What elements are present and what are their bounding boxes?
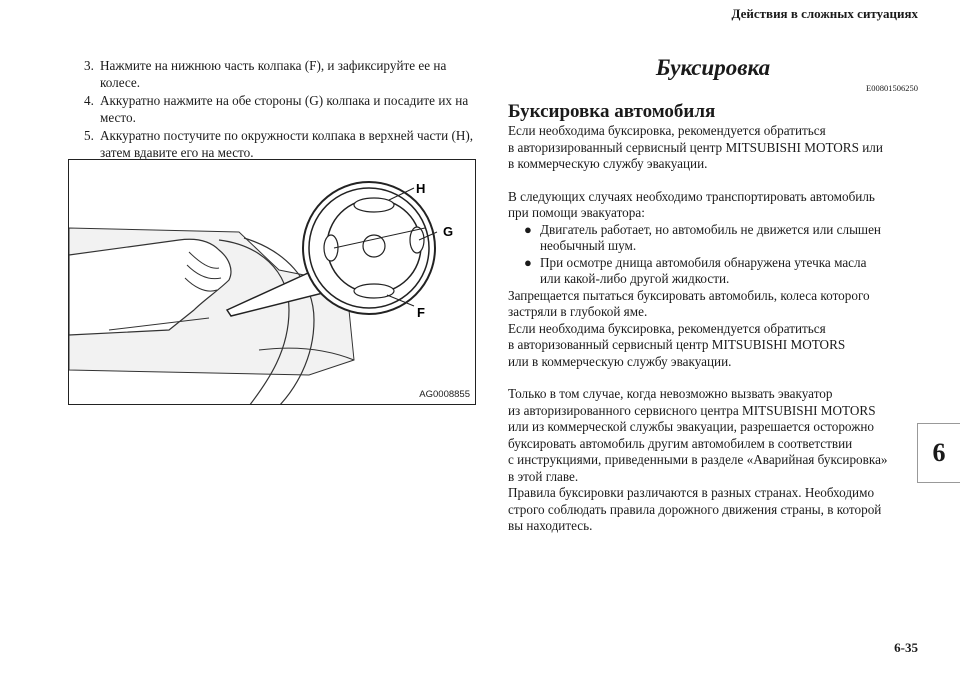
bullet-text: При осмотре днища автомобиля обнаружена утечка масла или какой-либо другой жидкости. (540, 254, 867, 286)
running-header: Действия в сложных ситуациях (731, 6, 918, 21)
wheel-cap-figure (68, 159, 476, 405)
step-number: 5. (84, 128, 94, 143)
label-f: F (417, 305, 425, 320)
paragraph: В следующих случаях необходимо транспортировать автомобиль при помощи эвакуатора: (508, 188, 875, 220)
towing-section (508, 54, 918, 535)
bullet-item (508, 255, 918, 288)
step-number: 3. (84, 58, 94, 73)
figure-code: AG0008855 (419, 389, 470, 400)
section-code: E00801506250 (866, 83, 918, 93)
step-text: Аккуратно постучите по окружности колпака в верхней части (H), затем вдавите его на место. (100, 128, 474, 160)
page-number: 6-35 (894, 640, 918, 655)
bullet-text: Двигатель работает, но автомобиль не движется или слышен необычный шум. (540, 221, 881, 253)
step-text: Нажмите на нижнюю часть колпака (F), и зафиксируйте ее на колесе. (100, 58, 447, 90)
step-text: Аккуратно нажмите на обе стороны (G) колпака и посадите их на место. (100, 93, 469, 125)
step-item (84, 93, 484, 126)
bullet-icon: ● (524, 254, 532, 270)
paragraph: Только в том случае, когда невозможно вызвать эвакуатор из авторизированного сервисного центра MITSUBISHI MOTORS или из коммерческой службы эвакуации, разрешается осторожно буксировать автомобиль другим автомобилем в соответствии с инструкциями, приведенными в разделе «Аварийная буксировка» в этой главе. Правила буксировки различаются в разных странах. Необходимо строго соблюдать правила дорожного движения страны, в которой вы находитесь. (508, 386, 888, 533)
subsection-title: Буксировка автомобиля (508, 101, 716, 122)
bullet-item (508, 222, 918, 255)
paragraph: Если необходима буксировка, рекомендуется обратиться в авторизированный сервисный центр MITSUBISHI MOTORS или в коммерческую службу эвакуации. (508, 123, 883, 171)
label-g: G (443, 224, 454, 239)
paragraph: Запрещается пытаться буксировать автомобиль, колеса которого застряли в глубокой яме. Если необходима буксировка, рекомендуется обратиться в авторизованный сервисный центр MITSUBISHI MOTORS или в коммерческую службу эвакуации. (508, 287, 870, 369)
step-item (84, 58, 484, 91)
step-item (84, 128, 484, 161)
step-number: 4. (84, 93, 94, 108)
section-title: Буксировка (655, 55, 771, 80)
label-h: H (416, 181, 426, 196)
bullet-icon: ● (524, 221, 532, 237)
instruction-steps (84, 58, 484, 163)
chapter-tab: 6 (917, 423, 960, 483)
wheel-cap-illustration (69, 160, 476, 405)
